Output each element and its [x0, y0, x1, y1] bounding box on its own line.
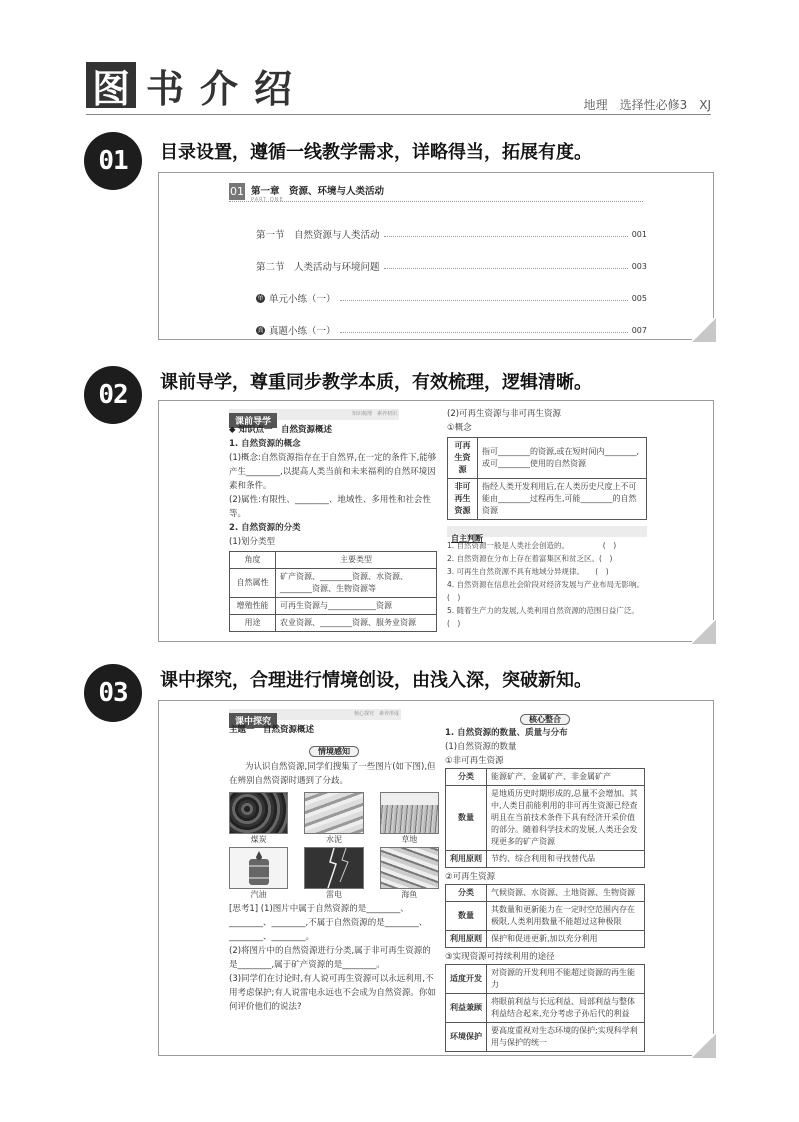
toc-card [158, 172, 714, 340]
toc-row-page: 001 [631, 229, 647, 239]
scene-title: 情境感知 [309, 746, 359, 757]
renewable-table [445, 884, 645, 948]
image-caption: 汽油 [250, 890, 267, 899]
judge-item: 3. 可再生自然资源不具有地域分异规律。 ( ) [447, 567, 609, 576]
table-row [446, 965, 645, 994]
table-header-row [230, 552, 437, 569]
chapter-number: 01 [230, 185, 244, 198]
table-cell: 分类 [446, 769, 487, 786]
image-tile [229, 792, 288, 845]
table-cell: 节约、综合利用和寻找替代品 [487, 851, 645, 868]
page-curl-icon [692, 1034, 716, 1058]
barrel-icon [244, 849, 274, 887]
gasoline-image [229, 847, 288, 889]
table-cell: 可再生资源 [448, 438, 478, 479]
table-cell: 数量 [446, 786, 487, 851]
tab-bar [229, 409, 399, 427]
question: (3)同学们在讨论时,有人说可再生资源可以永远利用,不用考虑保护;有人说雷电永远也不会成为自然资源。你如何评价他们的说法? [229, 974, 436, 1012]
image-caption: 煤炭 [250, 835, 267, 844]
table-row [446, 1023, 645, 1052]
judge-item: 2. 自然资源在分布上存在着富集区和贫乏区。( ) [447, 554, 613, 563]
section-title: 目录设置，遵循一线教学需求，详略得当，拓展有度。 [160, 142, 592, 163]
section-badge: 01 [84, 132, 142, 190]
table-cell: 农业资源、________资源、服务业资源 [276, 615, 437, 632]
self-judge-title: 自主判断 [451, 534, 483, 543]
toc-row[interactable] [256, 323, 647, 337]
table-cell: 利用原则 [446, 851, 487, 868]
book-subtitle: 地理 选择性必修3 XJ [583, 98, 711, 112]
table-row [446, 994, 645, 1023]
table-cell: 将眼前利益与长远利益、局部利益与整体利益结合起来,充分考虑子孙后代的利益 [487, 994, 645, 1023]
toc-leader [384, 236, 628, 237]
heading: 2. 自然资源的分类 [229, 523, 301, 533]
toc-row-label: 第一节 自然资源与人类活动 [256, 230, 380, 241]
table-row [448, 479, 647, 520]
preview-right [447, 407, 761, 630]
paragraph: (1)划分类型 [229, 537, 276, 547]
toc-row[interactable] [256, 227, 647, 241]
header-divider [86, 114, 711, 115]
section-badge: 02 [84, 366, 142, 424]
preview-left [229, 423, 437, 632]
table-cell: 气候资源、水资源、土地资源、生物资源 [487, 885, 645, 902]
section-title: 课前导学，尊重同步教学本质，有效梳理，逻辑清晰。 [160, 372, 592, 393]
nonrenewable-table [445, 768, 645, 868]
table-row [448, 438, 647, 479]
table-cell: 指经人类开发利用后,在人类历史尺度上不可能由________过程再生,可能________的自然资源 [478, 479, 647, 520]
paragraph: (1)自然资源的数量 [445, 742, 517, 752]
preview-card [158, 400, 761, 642]
brand-char: 介 [199, 66, 238, 111]
heading: 1. 自然资源的数量、质量与分布 [445, 728, 568, 738]
table-cell: 保护和促进更新,加以充分利用 [487, 931, 645, 948]
image-tile [229, 847, 288, 900]
brand-char: 绍 [253, 66, 292, 111]
knowledge-point-title: ◆ 知识点一 自然资源概述 [229, 425, 332, 435]
explore-card [158, 700, 714, 1056]
table-cell: 要高度重视对生态环境的保护;实现科学利用与保护的统一 [487, 1023, 645, 1052]
image-caption: 海鱼 [401, 890, 418, 899]
tab-bar [447, 526, 647, 543]
brand-logo [86, 62, 301, 111]
toc-row[interactable] [256, 291, 647, 305]
section-tag: 课中探究 [229, 713, 277, 728]
sustainable-use-table [445, 964, 645, 1052]
table-cell: 用途 [230, 615, 276, 632]
table-cell: 是地质历史时期形成的,总量不会增加。其中,人类目前能利用的非可再生资源已经查明且在当前技术条件下具有经济开采价值的部分。随着科学技术的发展,人类还会发现更多的矿产资源 [487, 786, 645, 851]
tag-subtitle: 核心探究 素养形成 [353, 711, 399, 717]
table-cell: 增殖性能 [230, 598, 276, 615]
paragraph: ①概念 [447, 423, 472, 433]
table-cell: 对资源的开发利用不能超过资源的再生能力 [487, 965, 645, 994]
chapter-divider [229, 201, 643, 202]
paragraph: ③实现资源可持续利用的途径 [445, 952, 555, 962]
classification-table [229, 551, 437, 632]
table-row [446, 851, 645, 868]
table-cell: 分类 [446, 885, 487, 902]
lightning-icon [306, 848, 362, 888]
paragraph: ①非可再生资源 [445, 756, 504, 766]
table-cell: 环境保护 [446, 1023, 487, 1052]
toc-row-page: 007 [631, 325, 647, 335]
table-row [230, 598, 437, 615]
page-curl-icon [692, 620, 716, 644]
table-row [446, 885, 645, 902]
toc-chapter [229, 183, 384, 203]
section-title: 课中探究，合理进行情境创设，由浅入深，突破新知。 [160, 670, 592, 691]
paragraph: (2)可再生资源与非可再生资源 [447, 409, 562, 419]
table-cell: 适度开发 [446, 965, 487, 994]
question: [思考1] (1)图片中属于自然资源的是________、________、________,不属于自然资源的是________、________、________。 [229, 904, 428, 942]
table-cell: 自然属性 [230, 569, 276, 598]
toc-leader [384, 268, 628, 269]
tag-subtitle: 知识梳理 素养初识 [351, 411, 397, 417]
image-caption: 雷电 [325, 890, 342, 899]
table-header: 角度 [230, 552, 276, 569]
chapter-title: 第一章 资源、环境与人类活动 [251, 186, 385, 197]
judge-item: 4. 自然资源在信息社会阶段对经济发展与产业布局无影响。 ( ) [447, 580, 761, 602]
explore-left [229, 723, 439, 1014]
core-title: 核心整合 [520, 714, 570, 725]
toc-row-label: 真题小练（一） [269, 326, 336, 337]
paragraph: (2)属性:有限性、________、地域性、多用性和社会性等。 [229, 495, 431, 519]
toc-leader [340, 300, 628, 301]
question: (2)将图片中的自然资源进行分类,属于非可再生资源的是________,属于矿产资源的是________。 [229, 946, 431, 970]
brand-char: 图 [86, 62, 136, 108]
tab-bar [229, 709, 401, 727]
table-cell: 指可________的资源,或在短时间内________,或可________使用的自然资源 [478, 438, 647, 479]
section-tag: 课前导学 [229, 413, 277, 428]
image-caption: 草地 [401, 835, 418, 844]
table-cell: 矿产资源、________资源、水资源、________资源、生物资源等 [276, 569, 437, 598]
table-cell: 利益兼顾 [446, 994, 487, 1023]
table-cell: 数量 [446, 902, 487, 931]
toc-row-page: 003 [631, 261, 647, 271]
exam-practice-icon: 真 [257, 326, 264, 334]
image-tile [380, 792, 439, 845]
page-curl-icon [692, 318, 716, 342]
judge-list [447, 539, 761, 630]
table-cell: 非可再生资源 [448, 479, 478, 520]
paragraph: (1)概念:自然资源指存在于自然界,在一定的条件下,能够产生________,以提高人类当前和未来福利的自然环境因素和条件。 [229, 453, 437, 491]
table-row [446, 786, 645, 851]
table-row [230, 569, 437, 598]
coal-image [229, 792, 288, 834]
table-row [446, 902, 645, 931]
topic-title: 主题一 自然资源概述 [229, 725, 315, 735]
heading: 1. 自然资源的概念 [229, 439, 301, 449]
table-cell: 可再生资源与____________资源 [276, 598, 437, 615]
table-row [446, 769, 645, 786]
image-tile [304, 792, 363, 845]
table-cell: 能源矿产、金属矿产、非金属矿产 [487, 769, 645, 786]
fish-image [380, 847, 439, 889]
image-caption: 水泥 [325, 835, 342, 844]
paragraph: ②可再生资源 [445, 872, 496, 882]
table-cell: 利用原则 [446, 931, 487, 948]
brand-char: 书 [145, 66, 184, 111]
toc-row-label: 第二节 人类活动与环境问题 [256, 262, 380, 273]
intro-paragraph: 为认识自然资源,同学们搜集了一些图片(如下图),但在辨别自然资源时遇到了分歧。 [229, 762, 436, 786]
toc-row-label: 单元小练（一） [269, 294, 336, 305]
explore-right [445, 707, 645, 1052]
section-badge: 03 [84, 664, 142, 722]
toc-row[interactable] [256, 259, 647, 273]
table-cell: 其数量和更新能力在一定时空范围内存在极限,人类利用数量不能超过这种极限 [487, 902, 645, 931]
judge-item: 1. 自然资源一般是人类社会创造的。 ( ) [447, 541, 617, 550]
table-header: 主要类型 [276, 552, 437, 569]
toc-row-page: 005 [631, 293, 647, 303]
unit-practice-icon: 单 [257, 294, 264, 302]
cement-image [304, 792, 363, 834]
grassland-image [380, 792, 439, 834]
table-row [446, 931, 645, 948]
table-row [230, 615, 437, 632]
part-label: PART ONE [251, 197, 284, 203]
toc-leader [340, 332, 628, 333]
concept-table [447, 437, 647, 520]
judge-item: 5. 随着生产力的发展,人类利用自然资源的范围日益广泛。 ( ) [447, 606, 756, 628]
image-grid [229, 792, 439, 900]
image-tile [380, 847, 439, 900]
image-tile [304, 847, 363, 900]
lightning-image [304, 847, 363, 889]
